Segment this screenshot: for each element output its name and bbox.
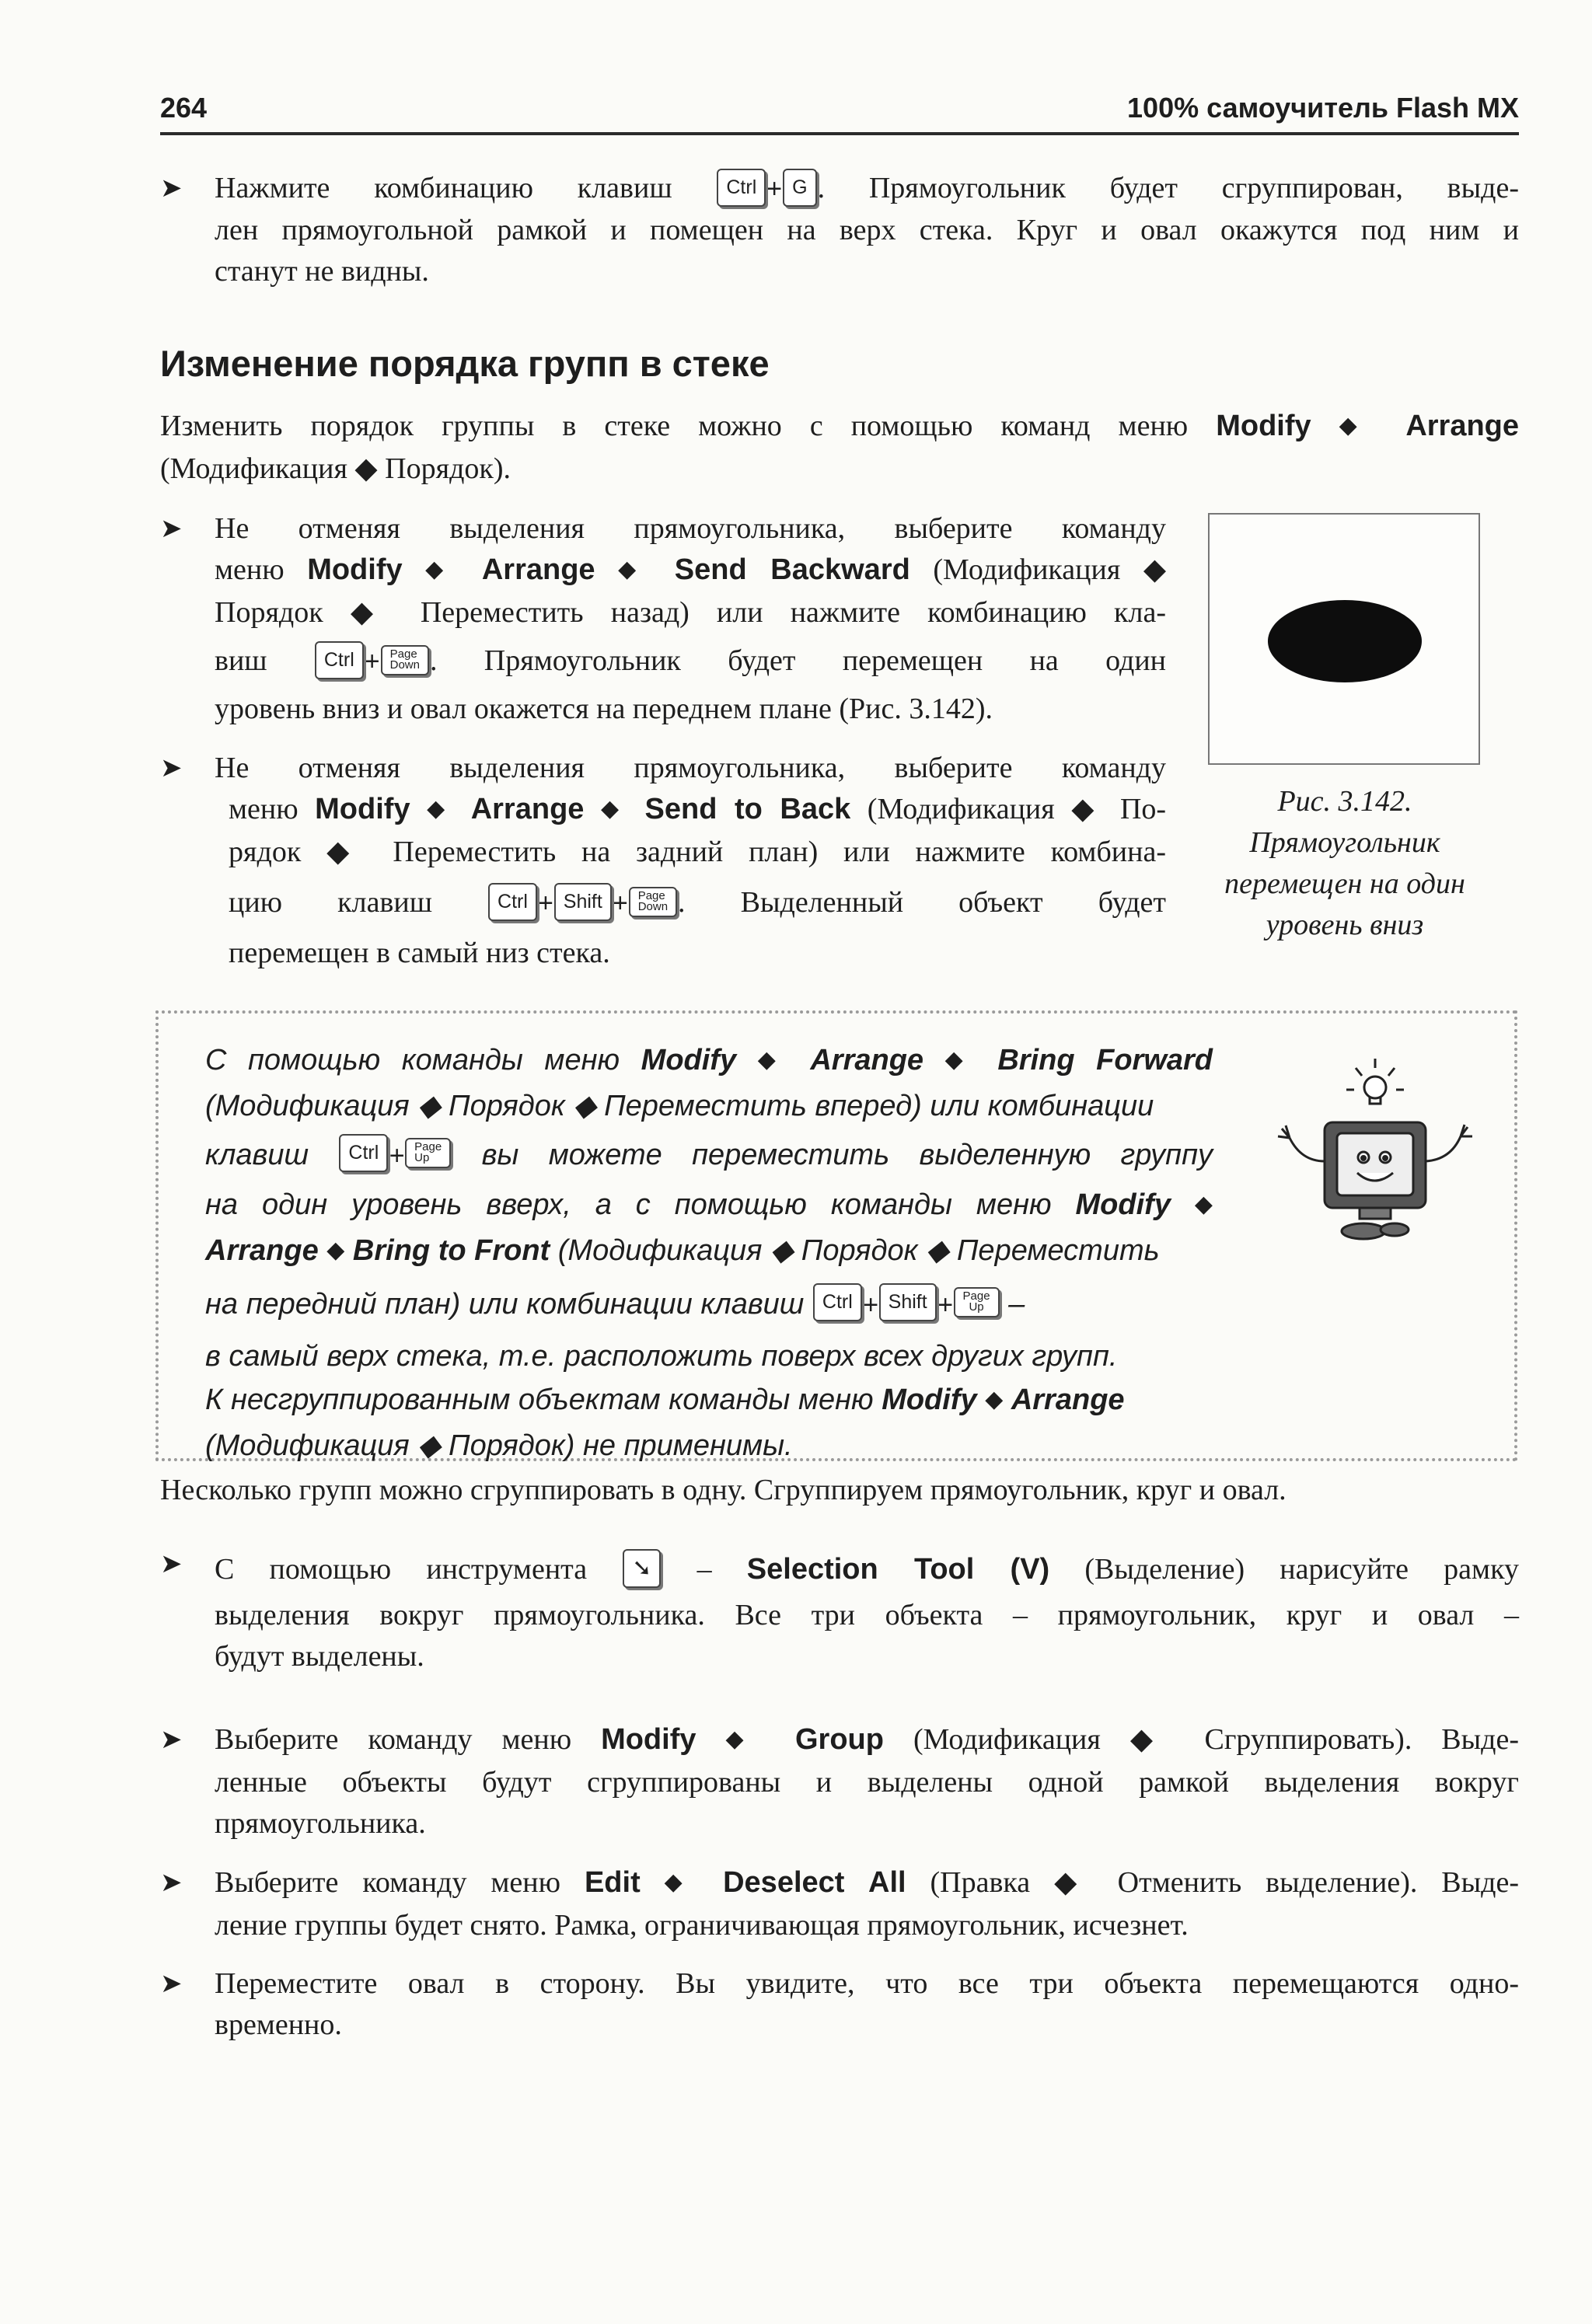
section-heading: Изменение порядка групп в стеке	[160, 343, 770, 384]
menu-arrange: Arrange	[810, 1044, 924, 1077]
bullet-arrow-icon: ➤	[160, 1724, 183, 1755]
menu-arrange: Arrange	[1011, 1384, 1125, 1416]
oval-shape	[1268, 600, 1422, 682]
text-span: на передний план) или комбинации клавиш	[205, 1288, 805, 1321]
menu-modify: Modify	[1216, 410, 1311, 442]
text-span: (Модификация ◆	[933, 553, 1167, 586]
text-span: (Правка ◆ Отменить выделение). Выде-	[930, 1866, 1520, 1899]
bullet-arrow-icon: ➤	[160, 173, 183, 204]
text-line: Не отменяя выделения прямоугольника, выберите команду	[215, 752, 1166, 784]
page-down-key: Page Down	[629, 887, 677, 917]
bullet-arrow-icon: ➤	[160, 752, 183, 783]
menu-edit: Edit	[584, 1866, 641, 1899]
bullet-send-to-back: ➤ Не отменяя выделения прямоугольника, выберите команду меню Modify ◆ Arrange ◆ Send to Back (Модификация ◆ По- рядок ◆ Переместить на задний план) или нажмите комбина- цию клавиш Ctrl + Shift + Page Down . Выделенный объект будет перемещен в самый низ стека.	[160, 748, 1166, 974]
menu-bring-to-front: Bring to Front	[352, 1234, 550, 1267]
text-line: перемещен в самый низ стека.	[229, 937, 610, 969]
caption-line: Прямоугольник	[1249, 826, 1440, 859]
page-up-key: Page Up	[405, 1138, 451, 1168]
text-span: К несгруппированным объектам команды меню	[205, 1384, 874, 1416]
page-number: 264	[160, 92, 208, 124]
caption-line: Рис. 3.142.	[1277, 785, 1412, 818]
text-line: (Модификация ◆ Порядок).	[160, 452, 511, 485]
text-span: (Выделение) нарисуйте рамку	[1084, 1553, 1520, 1586]
shift-key: Shift	[879, 1283, 937, 1321]
menu-arrange: Arrange	[205, 1234, 319, 1267]
text-span: (Модификация ◆ Порядок ◆ Переместить	[557, 1234, 1160, 1267]
text-span: вы можете переместить выделенную группу	[481, 1139, 1213, 1171]
bullet-arrow-icon: ➤	[160, 1548, 183, 1579]
text-span: Нажмите комбинацию клавиш	[215, 172, 672, 204]
computer-mascot-icon	[1247, 1045, 1480, 1254]
figure-caption	[1189, 781, 1500, 946]
text-span: Выберите команду меню	[215, 1866, 561, 1899]
intro-bullet-text: Нажмите комбинацию клавиш Ctrl + G . Прямоугольник будет сгруппирован, выде- лен прямоугольной рамкой и помещен на верх стека. Круг и овал окажутся под ним и станут не видны.	[215, 168, 1519, 292]
ctrl-key: Ctrl	[339, 1134, 388, 1172]
caption-line: уровень вниз	[1266, 909, 1424, 941]
caption-line: перемещен на один	[1224, 867, 1465, 900]
text-span: С помощью инструмента	[215, 1553, 588, 1586]
text-span: –	[1008, 1288, 1025, 1321]
bullet-selection-tool	[160, 1544, 1519, 1677]
text-span: Выберите команду меню	[215, 1723, 572, 1756]
text-line: выделения вокруг прямоугольника. Все три объекта – прямоугольник, круг и овал –	[215, 1599, 1519, 1631]
page-down-key: Page Down	[381, 645, 429, 675]
intro-bullet	[160, 168, 1519, 292]
text-span: меню	[215, 553, 285, 586]
text-line: уровень вниз и овал окажется на переднем плане (Рис. 3.142).	[215, 693, 993, 725]
bullet-arrow-icon: ➤	[160, 1867, 183, 1898]
text-span: . Выделенный объект будет	[678, 886, 1166, 919]
text-span: . Прямоугольник будет сгруппирован, выде-	[817, 172, 1519, 204]
ctrl-key: Ctrl	[315, 641, 364, 679]
bullet-group: ➤ Выберите команду меню Modify ◆ Group (Модификация ◆ Сгруппировать). Выде- ленные объекты будут сгруппированы и выделены одной рамкой выделения вокруг прямоугольника.	[160, 1719, 1519, 1844]
menu-modify: Modify	[601, 1723, 696, 1756]
text-line: Не отменяя выделения прямоугольника, выберите команду	[215, 512, 1166, 545]
bullet-move-oval	[160, 1963, 1519, 2046]
ctrl-key: Ctrl	[488, 883, 537, 921]
bullet-send-backward: ➤ Не отменяя выделения прямоугольника, выберите команду меню Modify ◆ Arrange ◆ Send Backward (Модификация ◆ Порядок ◆ Переместить назад) или нажмите комбинацию кла- виш Ctrl + Page Down . Прямоугольник будет перемещен на один уровень вниз и овал окажется на переднем плане (Рис. 3.142).	[160, 508, 1166, 730]
text-span: виш	[215, 644, 267, 677]
menu-send-backward: Send Backward	[674, 553, 910, 586]
menu-group: Group	[794, 1723, 884, 1756]
bullet-arrow-icon: ➤	[160, 1968, 183, 1999]
bullet-arrow-icon: ➤	[160, 513, 183, 544]
text-line: Порядок ◆ Переместить назад) или нажмите комбинацию кла-	[215, 596, 1166, 629]
page-header	[160, 87, 1519, 135]
menu-modify: Modify	[882, 1384, 977, 1416]
text-line: временно.	[215, 2008, 342, 2041]
selection-tool-label: Selection Tool (V)	[746, 1553, 1050, 1586]
shift-key: Shift	[554, 883, 612, 921]
menu-modify: Modify	[641, 1044, 737, 1077]
menu-arrange: Arrange	[470, 793, 585, 825]
menu-modify: Modify	[315, 793, 410, 825]
g-key: G	[783, 169, 816, 207]
text-line: ление группы будет снято. Рамка, ограничивающая прямоугольник, исчезнет.	[215, 1909, 1189, 1942]
text-span: клавиш	[205, 1139, 309, 1171]
menu-modify: Modify	[1075, 1188, 1171, 1221]
text-line: (Модификация ◆ Порядок ◆ Переместить вперед) или комбинации	[205, 1090, 1154, 1122]
menu-deselect-all: Deselect All	[723, 1866, 906, 1899]
text-line: лен прямоугольной рамкой и помещен на верх стека. Круг и овал окажутся под ним и	[215, 214, 1519, 246]
text-span: –	[696, 1553, 712, 1586]
text-line: в самый верх стека, т.е. расположить поверх всех других групп.	[205, 1340, 1118, 1373]
menu-arrange: Arrange	[1405, 410, 1520, 442]
text-line: Переместите овал в сторону. Вы увидите, что все три объекта перемещаются одно-	[215, 1967, 1519, 2000]
text-span: цию клавиш	[229, 886, 432, 919]
text-line: станут не видны.	[215, 255, 429, 288]
text-line: прямоугольника.	[215, 1807, 426, 1840]
text-line: будут выделены.	[215, 1640, 424, 1673]
menu-modify: Modify	[307, 553, 403, 586]
bullet-deselect: ➤ Выберите команду меню Edit ◆ Deselect All (Правка ◆ Отменить выделение). Выде- ление группы будет снято. Рамка, ограничивающая прямоугольник, исчезнет.	[160, 1862, 1519, 1946]
text-span: Изменить порядок группы в стеке можно с помощью команд меню	[160, 410, 1189, 442]
ctrl-key: Ctrl	[717, 169, 766, 207]
text-span: меню	[229, 793, 298, 825]
page-up-key: Page Up	[954, 1287, 1000, 1317]
figure-image	[1208, 513, 1480, 765]
text-line: рядок ◆ Переместить на задний план) или нажмите комбина-	[229, 836, 1166, 868]
text-line: ленные объекты будут сгруппированы и выделены одной рамкой выделения вокруг	[215, 1766, 1519, 1799]
ctrl-key: Ctrl	[813, 1283, 862, 1321]
menu-bring-forward: Bring Forward	[997, 1044, 1213, 1077]
text-span: (Модификация ◆ Сгруппировать). Выде-	[913, 1723, 1520, 1756]
selection-tool-icon: ➘	[623, 1549, 661, 1588]
menu-arrange: Arrange	[481, 553, 595, 586]
text-span: на один уровень вверх, а с помощью команды меню	[205, 1188, 1052, 1221]
paragraph-1: Изменить порядок группы в стеке можно с помощью команд меню Modify ◆ Arrange (Модификация ◆ Порядок).	[160, 406, 1519, 490]
text-span: (Модификация ◆ По-	[867, 793, 1167, 825]
paragraph-2: Несколько групп можно сгруппировать в одну. Сгруппируем прямоугольник, круг и овал.	[160, 1474, 1287, 1506]
book-title: 100% самоучитель Flash MX	[1127, 92, 1519, 124]
menu-send-to-back: Send to Back	[644, 793, 851, 825]
text-span: . Прямоугольник будет перемещен на один	[429, 644, 1167, 677]
note-box: С помощью команды меню Modify ◆ Arrange ◆ Bring Forward (Модификация ◆ Порядок ◆ Переместить вперед) или комбинации клавиш Ctrl + Page Up вы можете переместить выделенную группу на один уровень вверх, а с помощью команды меню Modify ◆ Arrange ◆ Bring to Front (Модификация ◆ Порядок ◆ Переместить на передний план) или комбинации клавиш Ctrl + Shift + Page Up – в самый верх стека, т.е. расположить поверх всех других групп. К несгруппированным объектам команды меню Modify ◆ Arrange (Модификация ◆ Порядок) не применимы.	[155, 1010, 1517, 1461]
text-line: (Модификация ◆ Порядок) не применимы.	[205, 1429, 793, 1462]
text-span: С помощью команды меню	[205, 1044, 620, 1077]
